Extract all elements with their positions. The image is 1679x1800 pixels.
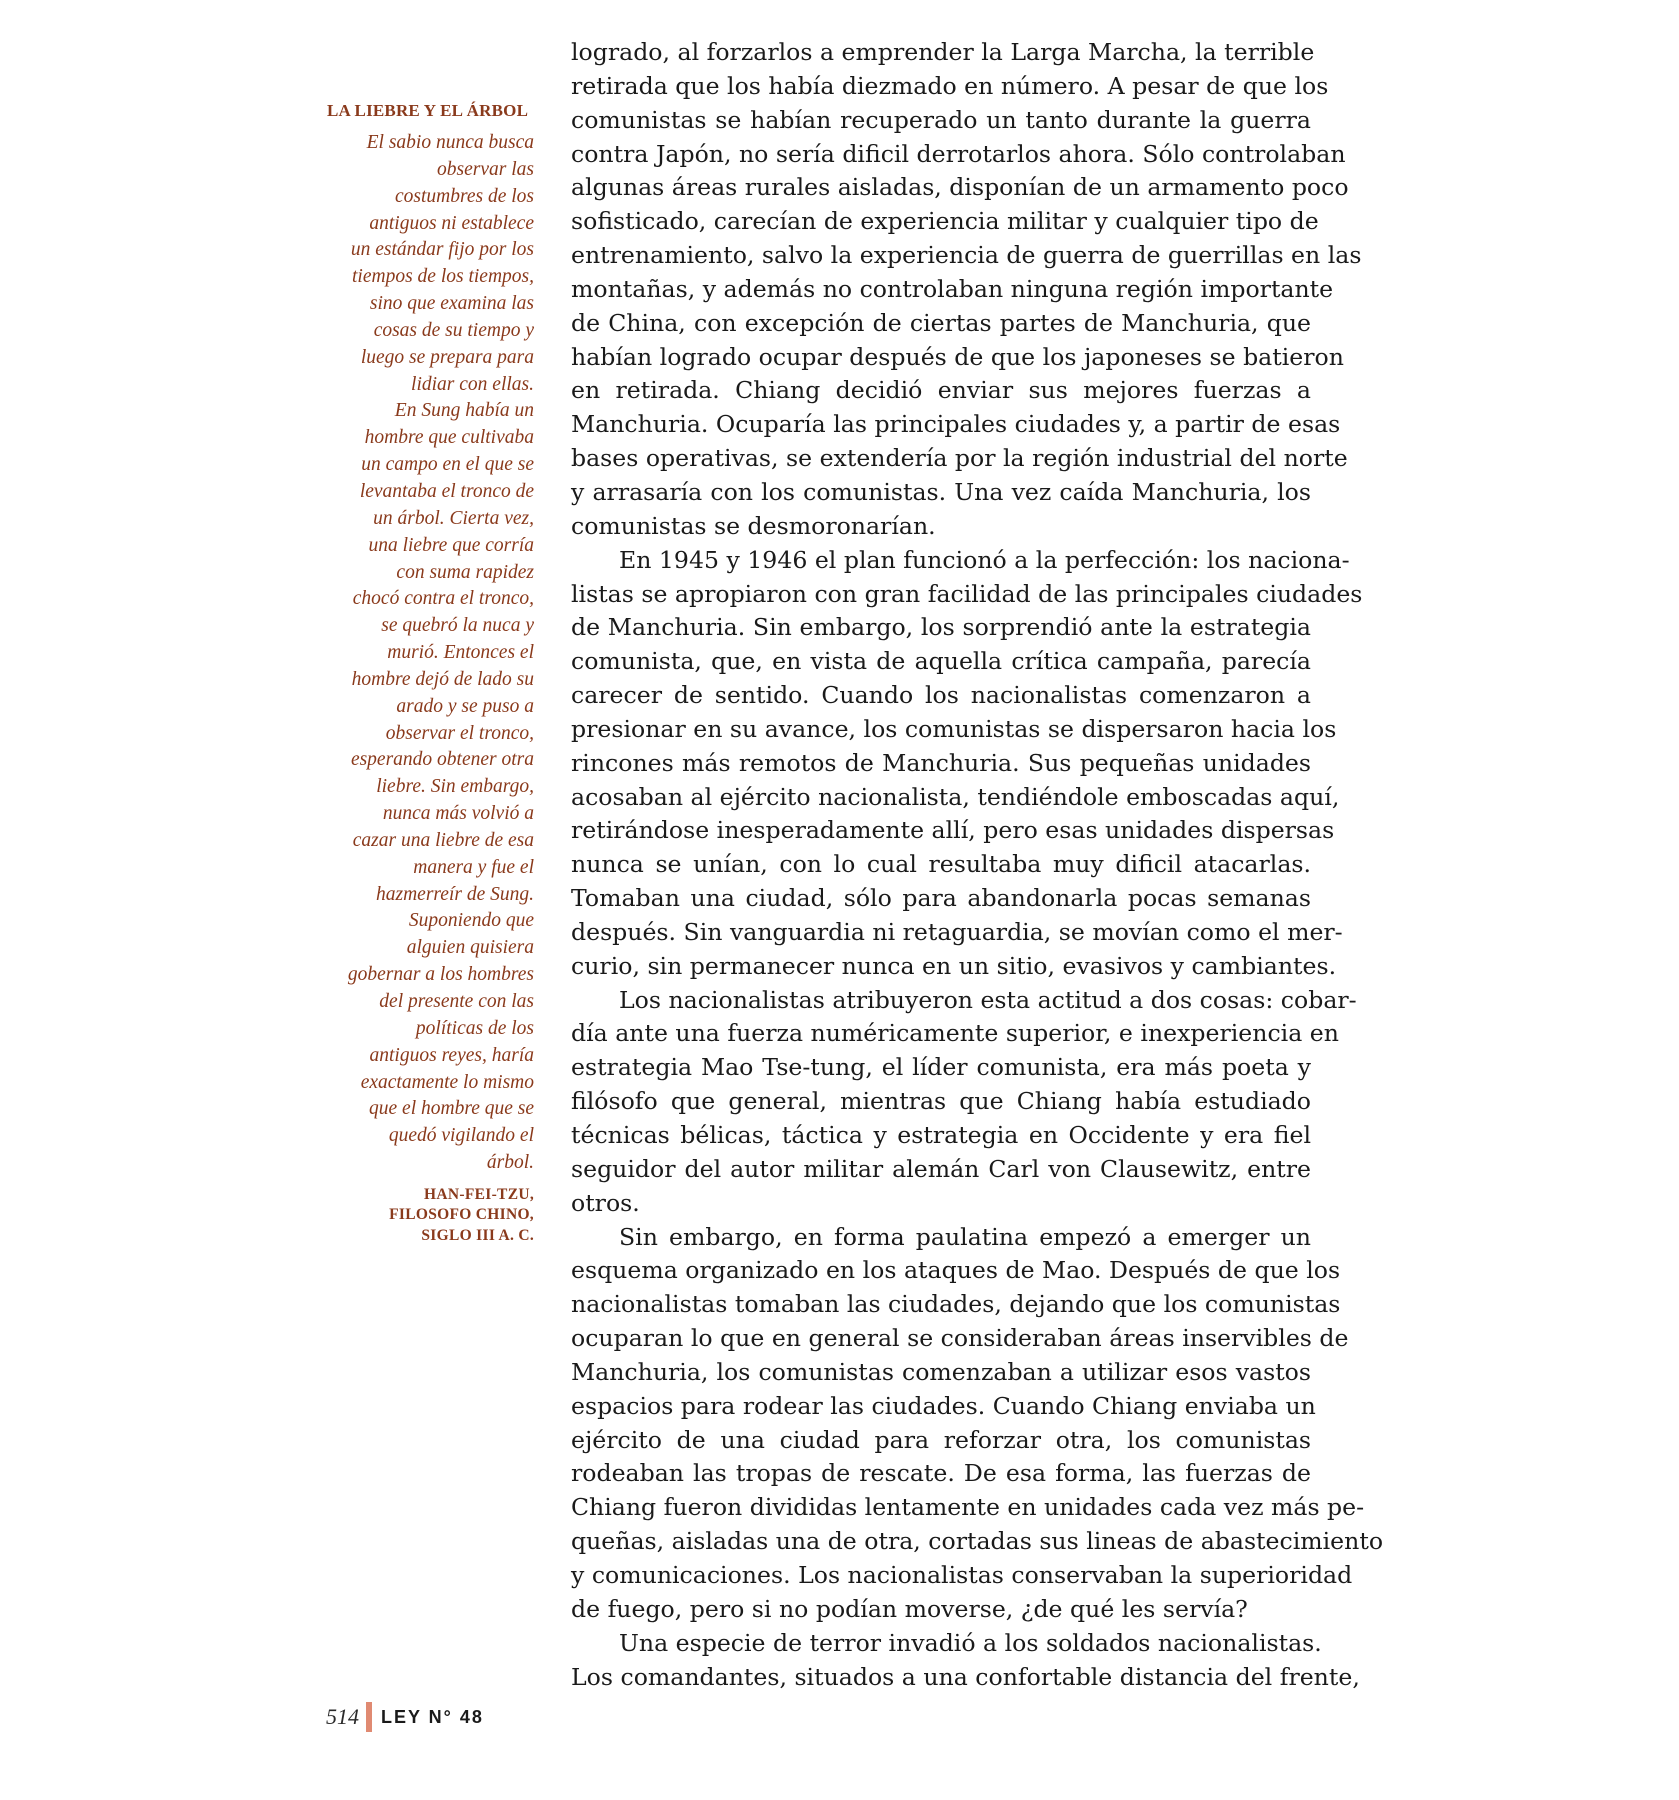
text-line: bases operativas, se extendería por la región industrial del norte: [571, 444, 1348, 473]
quote-line: observar el tronco,: [385, 722, 534, 744]
text-line: queñas, aisladas una de otra, cortadas sus lineas de abastecimiento: [571, 1527, 1384, 1556]
text-line: espacios para rodear las ciudades. Cuando Chiang enviaba un: [571, 1391, 1316, 1420]
quote-line: alguien quisiera: [406, 937, 534, 959]
quote-line: una liebre que corría: [368, 534, 534, 556]
footer-divider-bar: [366, 1702, 372, 1732]
text-line: presionar en su avance, los comunistas se dispersaron hacia los: [571, 714, 1337, 743]
quote-line: políticas de los: [415, 1017, 534, 1039]
text-line: y arrasaría con los comunistas. Una vez caída Manchuria, los: [571, 477, 1311, 506]
text-line: de fuego, pero si no podían moverse, ¿de qué les servía?: [571, 1594, 1248, 1623]
quote-line: hazmerreír de Sung.: [376, 883, 534, 905]
text-line: curio, sin permanecer nunca en un sitio, evasivos y cambiantes.: [571, 951, 1337, 980]
quote-line: tiempos de los tiempos,: [352, 266, 534, 288]
quote-line: antiguos reyes, haría: [369, 1044, 534, 1066]
quote-line: del presente con las: [379, 991, 534, 1012]
quote-line: levantaba el tronco de: [359, 480, 534, 502]
text-line: rincones más remotos de Manchuria. Sus pequeñas unidades: [571, 748, 1311, 777]
sidebar-title: LA LIEBRE Y EL ÁRBOL: [327, 101, 529, 120]
quote-line: quedó vigilando el: [388, 1125, 534, 1147]
body-text: [571, 36, 1384, 1694]
quote-line: exactamente lo mismo: [360, 1071, 534, 1093]
quote-line: lidiar con ellas.: [411, 373, 534, 395]
quote-line: antiguos ni establece: [369, 212, 534, 234]
attribution-line: SIGLO III A. C.: [421, 1226, 534, 1244]
quote-line: se quebró la nuca y: [381, 615, 534, 637]
quote-line: El sabio nunca busca: [366, 132, 534, 153]
quote-line: cosas de su tiempo y: [373, 319, 534, 341]
quote-line: liebre. Sin embargo,: [376, 776, 534, 798]
quote-line: luego se prepara para: [360, 346, 534, 368]
running-title: LEY N° 48: [381, 1706, 484, 1727]
text-line: logrado, al forzarlos a emprender la Larga Marcha, la terrible: [571, 38, 1315, 66]
quote-line: un estándar fijo por los: [350, 239, 534, 261]
text-line: filósofo que general, mientras que Chiang había estudiado: [571, 1087, 1311, 1116]
quote-line: observar las: [437, 158, 534, 180]
text-line: contra Japón, no sería dificil derrotarlos ahora. Sólo controlaban: [571, 139, 1346, 168]
page-number: 514: [326, 1704, 359, 1729]
quote-line: con suma rapidez: [396, 561, 534, 583]
text-line: y comunicaciones. Los nacionalistas conservaban la superioridad: [571, 1560, 1353, 1589]
quote-line: esperando obtener otra: [350, 749, 534, 771]
quote-attribution: [300, 1185, 534, 1247]
text-line: retirada que los había diezmado en número. A pesar de que los: [571, 71, 1329, 100]
attribution-line: FILOSOFO CHINO,: [389, 1206, 534, 1224]
paragraph-first-line: Sin embargo, en forma paulatina empezó a emerger un: [619, 1222, 1311, 1251]
text-line: técnicas bélicas, táctica y estrategia en Occidente y era fiel: [571, 1121, 1311, 1149]
page-footer: [326, 1700, 484, 1734]
quote-line: sino que examina las: [369, 293, 534, 315]
quote-line: chocó contra el tronco,: [352, 588, 534, 610]
quote-line: un campo en el que se: [361, 454, 534, 476]
text-line: nunca se unían, con lo cual resultaba muy dificil atacarlas.: [571, 850, 1311, 879]
quote-line: murió. Entonces el: [387, 642, 534, 664]
text-line: algunas áreas rurales aisladas, disponían de un armamento poco: [571, 173, 1349, 202]
text-line: habían logrado ocupar después de que los japoneses se batieron: [571, 342, 1344, 371]
text-line: montañas, y además no controlaban ninguna región importante: [571, 274, 1334, 303]
text-line: ocuparan lo que en general se consideraban áreas inservibles de: [571, 1324, 1349, 1353]
text-line: comunista, que, en vista de aquella crítica campaña, parecía: [571, 647, 1311, 676]
quote-line: arado y se puso a: [396, 695, 534, 717]
text-line: estrategia Mao Tse-tung, el líder comunista, era más poeta y: [571, 1053, 1311, 1082]
text-line: carecer de sentido. Cuando los nacionalistas comenzaron a: [571, 681, 1311, 710]
text-line: comunistas se desmoronarían.: [571, 511, 936, 540]
sidebar-quote: [300, 130, 534, 1177]
quote-line: manera y fue el: [413, 856, 534, 878]
quote-line: hombre que cultivaba: [364, 427, 534, 449]
quote-line: nunca más volvió a: [382, 803, 534, 825]
text-line: Manchuria, los comunistas comenzaban a utilizar esos vastos: [571, 1357, 1311, 1386]
quote-line: gobernar a los hombres: [347, 964, 534, 986]
text-line: rodeaban las tropas de rescate. De esa forma, las fuerzas de: [571, 1459, 1311, 1488]
quote-line: En Sung había un: [394, 400, 534, 422]
text-line: Chiang fueron divididas lentamente en unidades cada vez más pe-: [571, 1493, 1365, 1522]
text-line: Tomaban una ciudad, sólo para abandonarla pocas semanas: [571, 884, 1311, 913]
quote-line: que el hombre que se: [369, 1098, 534, 1120]
text-line: de China, con excepción de ciertas partes de Manchuria, que: [571, 308, 1311, 337]
attribution-line: HAN-FEI-TZU,: [424, 1185, 534, 1203]
text-line: otros.: [571, 1188, 640, 1217]
text-line: sofisticado, carecían de experiencia militar y cualquier tipo de: [571, 207, 1319, 236]
paragraph-first-line: Los nacionalistas atribuyeron esta actitud a dos cosas: cobar-: [619, 985, 1357, 1014]
quote-line: hombre dejó de lado su: [351, 668, 534, 690]
quote-line: Suponiendo que: [408, 910, 534, 932]
text-line: entrenamiento, salvo la experiencia de guerra de guerrillas en las: [571, 241, 1362, 270]
text-line: nacionalistas tomaban las ciudades, dejando que los comunistas: [571, 1290, 1341, 1319]
text-line: Los comandantes, situados a una confortable distancia del frente,: [571, 1662, 1360, 1691]
text-line: en retirada. Chiang decidió enviar sus mejores fuerzas a: [571, 376, 1311, 405]
text-line: comunistas se habían recuperado un tanto durante la guerra: [571, 105, 1311, 134]
text-line: de Manchuria. Sin embargo, los sorprendió ante la estrategia: [571, 613, 1311, 642]
paragraph-first-line: Una especie de terror invadió a los soldados nacionalistas.: [619, 1628, 1322, 1657]
text-line: ejército de una ciudad para reforzar otra, los comunistas: [571, 1425, 1311, 1454]
text-line: día ante una fuerza numéricamente superior, e inexperiencia en: [571, 1019, 1339, 1048]
quote-line: cazar una liebre de esa: [352, 829, 534, 851]
quote-line: un árbol. Cierta vez,: [373, 507, 534, 529]
quote-line: árbol.: [486, 1152, 534, 1174]
text-line: esquema organizado en los ataques de Mao. Después de que los: [571, 1256, 1341, 1285]
text-line: seguidor del autor militar alemán Carl von Clausewitz, entre: [571, 1154, 1311, 1183]
text-line: acosaban al ejército nacionalista, tendiéndole emboscadas aquí,: [571, 782, 1340, 811]
paragraph-first-line: En 1945 y 1946 el plan funcionó a la perfección: los naciona-: [619, 545, 1350, 574]
quote-line: costumbres de los: [394, 185, 534, 207]
text-line: después. Sin vanguardia ni retaguardia, se movían como el mer-: [571, 917, 1343, 946]
text-line: retirándose inesperadamente allí, pero esas unidades dispersas: [571, 816, 1335, 845]
text-line: Manchuria. Ocuparía las principales ciudades y, a partir de esas: [571, 410, 1341, 439]
text-line: listas se apropiaron con gran facilidad de las principales ciudades: [571, 579, 1363, 608]
sidebar-quote-box: [300, 100, 534, 1246]
